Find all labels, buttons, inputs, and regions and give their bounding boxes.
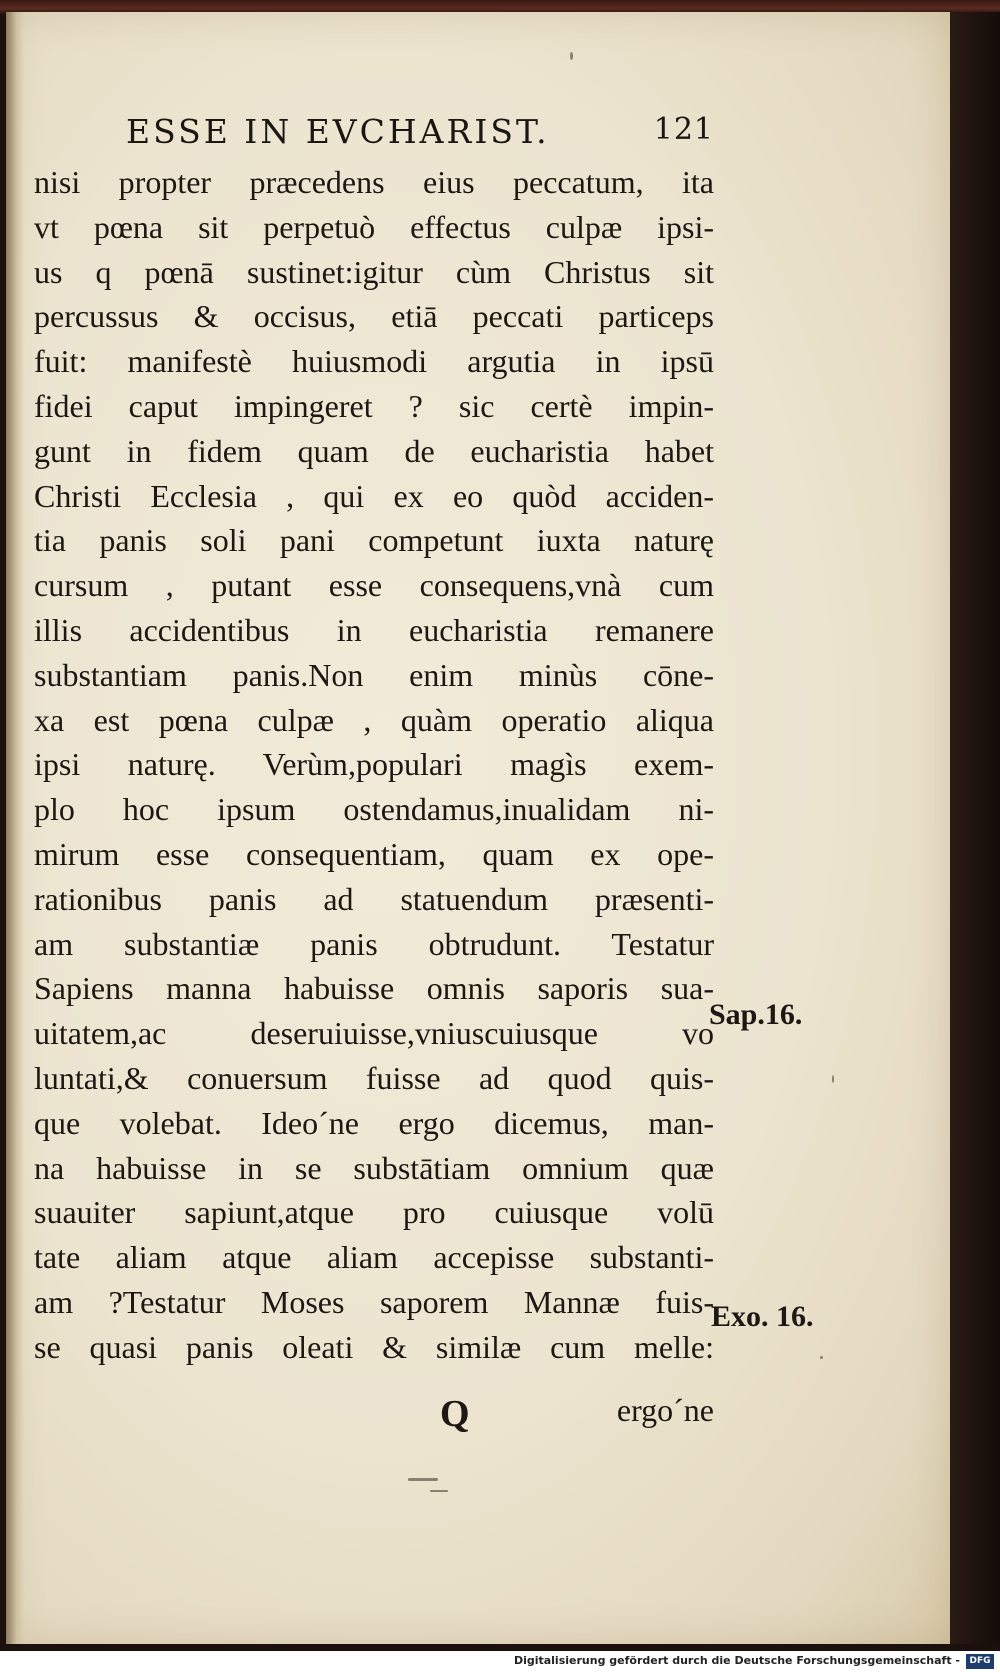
text-line: tate aliam atque aliam accepisse substanti- (34, 1239, 714, 1276)
text-line: fidei caput impingeret ? sic certè impin- (34, 387, 714, 424)
text-line: us q pœnā sustinet:igitur cùm Christus sit (34, 253, 714, 290)
text-line: Sapiens manna habuisse omnis saporis sua- (34, 970, 714, 1007)
signature-mark: Q (440, 1393, 470, 1435)
text-line: vt pœna sit perpetuò effectus culpæ ipsi- (34, 208, 714, 245)
paper-speck (820, 1356, 823, 1359)
text-line: fuit: manifestè huiusmodi argutia in ipsū (34, 343, 714, 380)
catchword-row (440, 1392, 714, 1436)
text-line: tia panis soli pani competunt iuxta naturę (34, 522, 714, 559)
text-line: am substantiæ panis obtrudunt. Testatur (34, 925, 714, 962)
text-line: na habuisse in se substātiam omnium quæ (34, 1149, 714, 1186)
text-line: se quasi panis oleati & similæ cum melle: (34, 1328, 714, 1365)
text-line: suauiter sapiunt,atque pro cuiusque volū (34, 1194, 714, 1231)
text-line: xa est pœna culpæ , quàm operatio aliqua (34, 701, 714, 738)
text-line: rationibus panis ad statuendum præsenti- (34, 880, 714, 917)
text-line: nisi propter præcedens eius peccatum, ita (34, 164, 714, 200)
text-line: uitatem,ac deseruiuisse,vniuscuiusque vo (34, 1015, 714, 1052)
text-line: illis accidentibus in eucharistia remanere (34, 611, 714, 648)
paper-speck (570, 52, 573, 60)
body-text (34, 160, 714, 1370)
text-line: plo hoc ipsum ostendamus,inualidam ni- (34, 791, 714, 828)
page-right-shadow (950, 12, 1000, 1644)
paper-speck (832, 1075, 834, 1083)
running-head (126, 112, 714, 151)
text-line: am ?Testatur Moses saporem Mannæ fuis- (34, 1283, 714, 1320)
text-line: mirum esse consequentiam, quam ex ope- (34, 835, 714, 872)
paper-speck (430, 1490, 448, 1492)
margin-note-exo: Exo. 16. (711, 1300, 814, 1333)
text-line: luntati,& conuersum fuisse ad quod quis- (34, 1059, 714, 1096)
running-head-title: ESSE IN EVCHARIST. (126, 112, 550, 151)
catchword: ergo´ne (616, 1392, 714, 1428)
text-line: Christi Ecclesia , qui ex eo quòd acciden- (34, 477, 714, 514)
text-line: percussus & occisus, etiā peccati particeps (34, 298, 714, 335)
margin-note-sap: Sap.16. (709, 998, 803, 1031)
text-line: ipsi naturę. Verùm,populari magìs exem- (34, 746, 714, 783)
paper-speck (408, 1478, 438, 1481)
text-line: que volebat. Ideo´ne ergo dicemus, man- (34, 1104, 714, 1141)
text-line: substantiam panis.Non enim minùs cōne- (34, 656, 714, 693)
text-line: cursum , putant esse consequens,vnà cum (34, 567, 714, 604)
text-line: gunt in fidem quam de eucharistia habet (34, 432, 714, 469)
funding-credit: Digitalisierung gefördert durch die Deutsche Forschungsgemeinschaft - (513, 1654, 960, 1667)
page-number: 121 (653, 112, 714, 147)
page-gutter-fold (6, 12, 24, 1644)
footer-bar (0, 1651, 1000, 1673)
dfg-logo: DFG (966, 1654, 994, 1669)
